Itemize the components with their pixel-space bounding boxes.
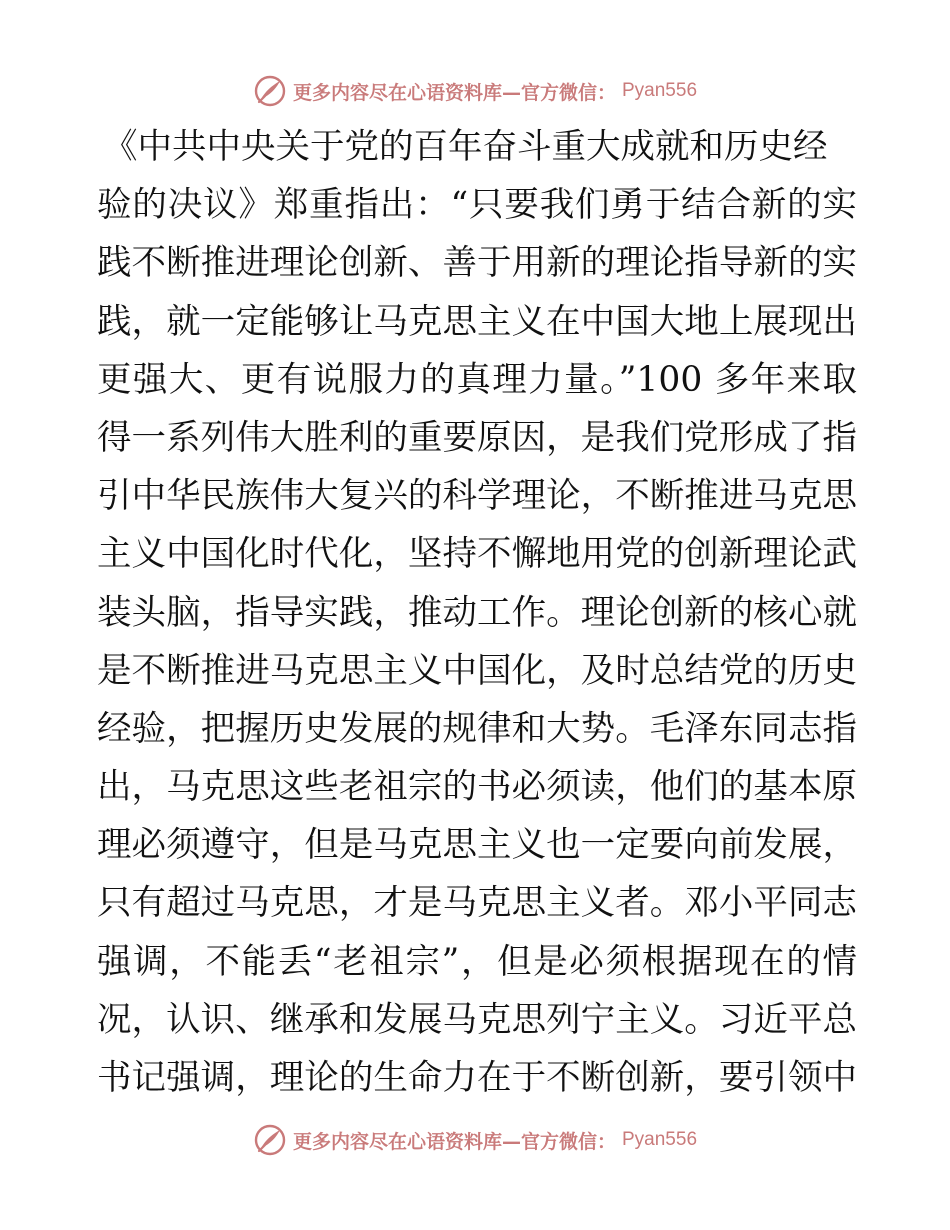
banner-text: 更多内容尽在心语资料库—官方微信： xyxy=(292,81,616,104)
header-banner xyxy=(0,71,950,111)
body-line: 经验，把握历史发展的规律和大势。毛泽东同志指 xyxy=(97,708,857,749)
body-line: 装头脑，指导实践，推动工作。理论创新的核心就 xyxy=(97,592,857,633)
body-line: 验的决议》郑重指出：“只要我们勇于结合新的实 xyxy=(97,185,857,226)
body-line: 得一系列伟大胜利的重要原因，是我们党形成了指 xyxy=(97,417,857,458)
quill-circle-logo-icon xyxy=(253,74,287,108)
body-line: 书记强调，理论的生命力在于不断创新，要引领中 xyxy=(97,1058,857,1098)
body-line: 践，就一定能够让马克思主义在中国大地上展现出 xyxy=(97,301,857,342)
body-line: 出，马克思这些老祖宗的书必须读，他们的基本原 xyxy=(97,767,857,808)
body-line: 践不断推进理论创新、善于用新的理论指导新的实 xyxy=(97,243,857,284)
body-line: 况，认识、继承和发展马克思列宁主义。习近平总 xyxy=(97,999,857,1040)
banner-text: 更多内容尽在心语资料库—官方微信： xyxy=(292,1130,616,1153)
body-line: 引中华民族伟大复兴的科学理论，不断推进马克思 xyxy=(97,476,857,517)
document-body xyxy=(97,118,857,1107)
footer-banner xyxy=(0,1120,950,1160)
body-line: 强调，不能丢“老祖宗”，但是必须根据现在的情 xyxy=(97,941,857,982)
body-line: 只有超过马克思，才是马克思主义者。邓小平同志 xyxy=(97,883,857,924)
body-line: 是不断推进马克思主义中国化，及时总结党的历史 xyxy=(97,650,857,691)
body-line: 更强大、更有说服力的真理力量。”100 多年来取 xyxy=(97,359,857,400)
banner-wechat-id: Pyan556 xyxy=(622,1129,698,1150)
body-line: 《中共中央关于党的百年奋斗重大成就和历史经 xyxy=(103,127,828,167)
banner-wechat-id: Pyan556 xyxy=(622,80,698,101)
body-line: 理必须遵守，但是马克思主义也一定要向前发展， xyxy=(97,825,857,866)
body-line: 主义中国化时代化，坚持不懈地用党的创新理论武 xyxy=(97,534,857,575)
quill-circle-logo-icon xyxy=(253,1123,287,1157)
